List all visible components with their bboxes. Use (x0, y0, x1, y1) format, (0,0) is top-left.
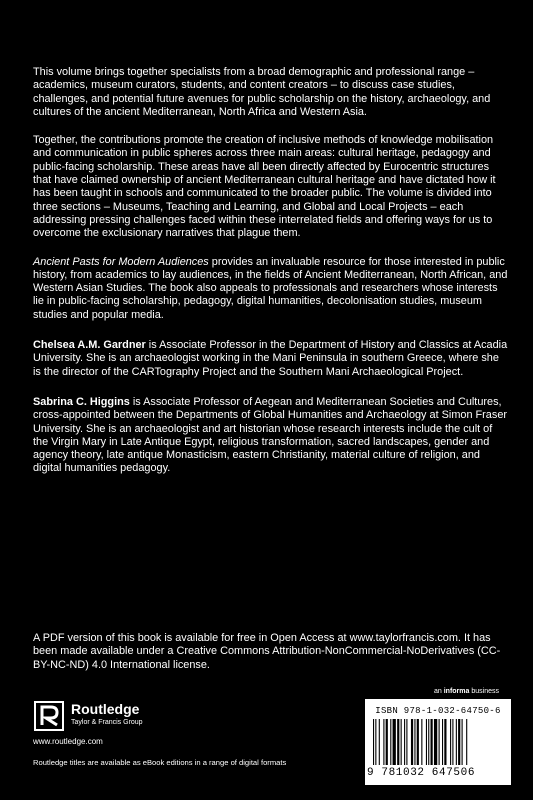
author-bio-2 (33, 396, 508, 476)
description-paragraph-3 (33, 256, 508, 322)
barcode (365, 699, 511, 785)
informa-business: business (469, 688, 499, 695)
barcode-bar (466, 719, 467, 765)
barcode-bars (373, 719, 503, 765)
barcode-bar (406, 719, 407, 765)
barcode-bar (442, 719, 443, 765)
barcode-bar (383, 719, 384, 765)
publisher-url[interactable]: www.routledge.com (33, 737, 103, 746)
barcode-bar (439, 719, 440, 765)
barcode-bar (411, 719, 413, 765)
barcode-bar (458, 719, 460, 765)
barcode-bar (393, 719, 396, 765)
barcode-bar (414, 719, 415, 765)
barcode-bar (444, 719, 446, 765)
barcode-bar (390, 719, 391, 765)
ebook-footnote: Routledge titles are available as eBook editions in a range of digital formats (33, 758, 287, 767)
isbn-label: ISBN 978-1-032-64750-6 (375, 706, 501, 716)
informa-tagline (434, 688, 499, 695)
barcode-bar (404, 719, 405, 765)
barcode-bar (375, 719, 376, 765)
barcode-bar (421, 719, 422, 765)
description-paragraph-3-rest: provides an invaluable resource for those interested in public history, from academics to lay audiences, in the fields of Ancient Mediterranean, North African, and Western Asian Studies. The book also appeals to professionals and researchers whose interests lie in public-facing scholarship, pedagogy, digital humanities, decolonisation studies, museum studies and popular media. (33, 255, 508, 321)
author-bio-text-1: is Associate Professor in the Department of History and Classics at Acadia University. She is an archaeologist working in the Mani Peninsula in southern Greece, where she is the director of the CARTography Project and the Southern Mani Archaeological Project. (33, 339, 508, 378)
back-cover-text (33, 66, 508, 491)
barcode-bar (450, 719, 451, 765)
publisher-name: Routledge (71, 701, 140, 717)
open-access-note: A PDF version of this book is available for free in Open Access at www.taylorfrancis.com. It has been made available under a Creative Commons Attribution-NonCommercial-NoDerivatives (CC-BY-NC-ND) 4.0 International license. (33, 632, 501, 671)
barcode-bar (386, 719, 388, 765)
ean-number: 9 781032 647506 (367, 767, 476, 779)
author-name-1: Chelsea A.M. Gardner (33, 339, 146, 352)
barcode-bar (428, 719, 429, 765)
barcode-bar (462, 719, 463, 765)
barcode-bar (456, 719, 457, 765)
barcode-bar (397, 719, 399, 765)
routledge-logo-icon (33, 700, 65, 732)
author-name-2: Sabrina C. Higgins (33, 395, 130, 408)
barcode-bar (452, 719, 453, 765)
barcode-bar (417, 719, 419, 765)
barcode-bar (431, 719, 433, 765)
informa-brand: informa (443, 688, 470, 695)
informa-an: an (434, 688, 444, 695)
book-title: Ancient Pasts for Modern Audiences (33, 255, 209, 268)
barcode-bar (434, 719, 437, 765)
barcode-bar (373, 719, 374, 765)
description-paragraph-1: This volume brings together specialists from a broad demographic and professional range – academics, museum curators, students, and content creators – to discuss case studies, challenges, and potential future avenues for public scholarship on the history, archaeology, and cultures of the ancient Mediterranean, North Africa and Western Asia. (33, 66, 491, 118)
author-bio-1 (33, 339, 508, 379)
publisher-group: Taylor & Francis Group (71, 719, 143, 726)
barcode-bar (401, 719, 402, 765)
author-bio-text-2: is Associate Professor of Aegean and Mediterranean Societies and Cultures, cross-appointed between the Departments of Global Humanities and Archaeology at Simon Fraser University. She is an archaeologist and art historian whose research interests include the cult of the Virgin Mary in Late Antique Egypt, religious transformation, sacred landscapes, gender and agency theory, late antique Monasticism, eastern Christianity, material culture of religion, and digital humanities pedagogy. (33, 395, 507, 475)
barcode-bar (426, 719, 427, 765)
description-paragraph-2: Together, the contributions promote the creation of inclusive methods of knowledge mobilisation and communication in public spheres across three main areas: cultural heritage, pedagogy and public-facing scholarship. These areas have all been directly affected by Eurocentric structures that have claimed ownership of ancient Mediterranean cultural heritage and have dictated how it has been taught in schools and communicated to the broader public. The volume is divided into three sections – Museums, Teaching and Learning, and Global and Local Projects – each addressing pressing challenges faced within these interrelated fields and offering ways for us to overcome the exclusionary narratives that plague them. (33, 134, 496, 240)
barcode-bar (379, 719, 380, 765)
